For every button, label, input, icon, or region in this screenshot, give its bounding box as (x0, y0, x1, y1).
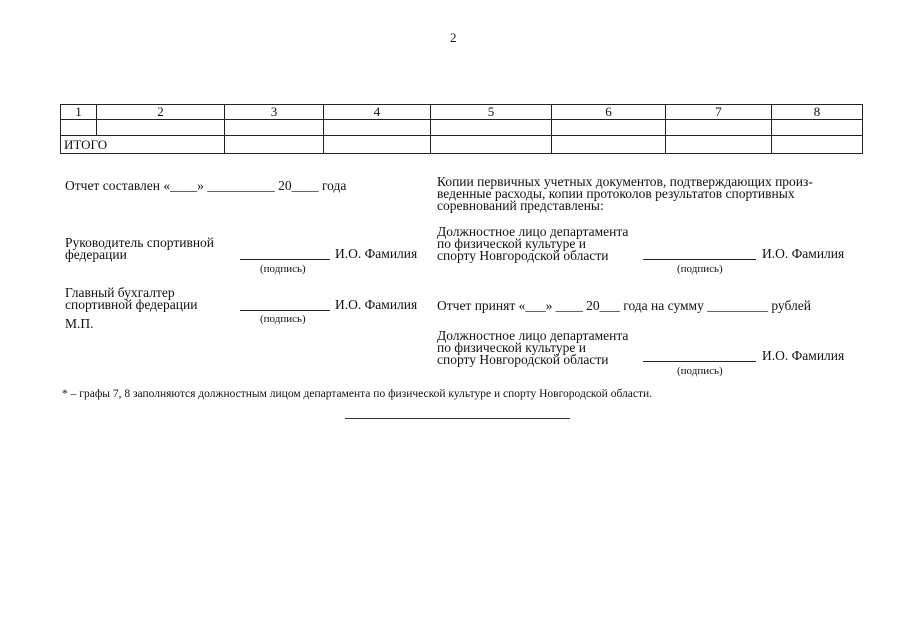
official-signature-line (643, 259, 756, 260)
table-cell (225, 136, 324, 154)
accountant-title-line-1: Главный бухгалтер (65, 285, 175, 300)
table-cell (61, 120, 97, 136)
table-header-cell: 5 (431, 105, 552, 120)
official2-line-1: Должностное лицо департамента (437, 328, 629, 343)
table-cell (431, 120, 552, 136)
official2-signature-line (643, 361, 756, 362)
table-header-cell: 2 (97, 105, 225, 120)
head-signature-caption: (подпись) (260, 263, 306, 275)
table-cell (97, 120, 225, 136)
official-name: И.О. Фамилия (762, 246, 845, 261)
total-label: ИТОГО (61, 136, 225, 154)
official-line-2: по физической культуре и (437, 236, 586, 251)
accountant-title-line-2: спортивной федерации (65, 297, 198, 312)
page-number: 2 (450, 30, 457, 45)
official2-line-3: спорту Новгородской области (437, 352, 609, 367)
head-signature-line (240, 259, 330, 260)
table-cell (324, 136, 431, 154)
table-cell (225, 120, 324, 136)
official-line-3: спорту Новгородской области (437, 248, 609, 263)
official-line-1: Должностное лицо департамента (437, 224, 629, 239)
table-cell (324, 120, 431, 136)
report-made-line: Отчет составлен «____» __________ 20____ года (65, 178, 347, 193)
table-cell (666, 120, 772, 136)
table-header-cell: 3 (225, 105, 324, 120)
accountant-name: И.О. Фамилия (335, 297, 418, 312)
table-header-cell: 8 (772, 105, 863, 120)
table-header-row (61, 105, 863, 120)
head-name: И.О. Фамилия (335, 246, 418, 261)
stamp-label: М.П. (65, 316, 94, 331)
table-cell (772, 120, 863, 136)
table-header-cell: 1 (61, 105, 97, 120)
accountant-signature-caption: (подпись) (260, 313, 306, 325)
table-header-cell: 4 (324, 105, 431, 120)
official2-signature-caption: (подпись) (677, 365, 723, 377)
copies-line-1: Копии первичных учетных документов, подтверждающих произ- (437, 174, 813, 189)
table-header-cell: 7 (666, 105, 772, 120)
table-cell (772, 136, 863, 154)
official-signature-caption-visible: (подпись) (677, 263, 723, 275)
footnote: * – графы 7, 8 заполняются должностным лицом департамента по физической культуре и спорту Новгородской области. (62, 388, 653, 400)
official2-name: И.О. Фамилия (762, 348, 845, 363)
head-title-line-2: федерации (65, 247, 127, 262)
report-accepted-line: Отчет принят «___» ____ 20___ года на сумму _________ рублей (437, 298, 811, 313)
accountant-signature-line (240, 310, 330, 311)
table-row (61, 120, 863, 136)
copies-line-3: соревнований представлены: (437, 198, 604, 213)
end-divider (345, 418, 570, 419)
table-cell (552, 120, 666, 136)
report-table (60, 104, 863, 154)
table-total-row (61, 136, 863, 154)
head-title-line-1: Руководитель спортивной (65, 235, 215, 250)
table-cell (666, 136, 772, 154)
copies-line-2: веденные расходы, копии протоколов результатов спортивных (437, 186, 795, 201)
table-cell (431, 136, 552, 154)
table-cell (552, 136, 666, 154)
table-header-cell: 6 (552, 105, 666, 120)
official2-line-2: по физической культуре и (437, 340, 586, 355)
